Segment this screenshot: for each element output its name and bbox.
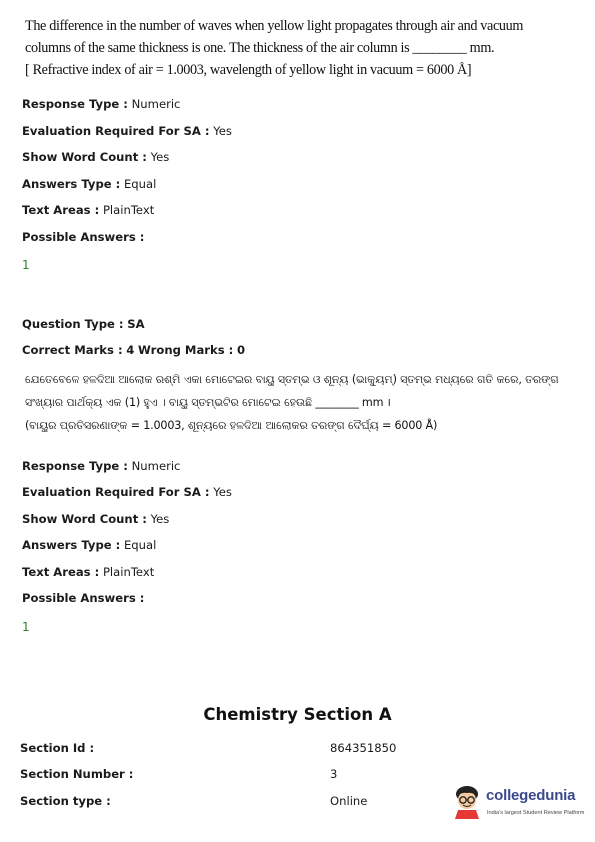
label: Response Type : [22,459,128,473]
question-line: [ Refractive index of air = 1.0003, wavelength of yellow light in vacuum = 6000 Å] [25,62,472,78]
question-line: (ବାୟୁର ପ୍ରତିସରଣାଙ୍କ = 1.0003, ଶୂନ୍ୟରେ ହଳଦିଆ ଆଲୋକର ତରଙ୍ଗ ଦୈର୍ଘ୍ୟ = 6000 Å) [25,419,438,432]
label: Answers Type : [22,177,121,191]
section-id-label: Section Id : [20,741,95,755]
q1-answer: 1 [22,258,30,272]
value: SA [127,317,145,331]
q2-marks [22,343,245,357]
q1-text-areas [22,203,154,217]
q2-response-type [22,459,180,473]
label: Evaluation Required For SA : [22,485,210,499]
label: Show Word Count : [22,150,147,164]
question-line: The difference in the number of waves when yellow light propagates through air and vacuum [25,18,524,34]
q2-show-word-count [22,512,169,526]
question-line: ଯେତେବେଳେ ହଳଦିଆ ଆଲୋକ ରଶ୍ମି ଏକା ମୋଟେଇର ବାୟୁ ସ୍ତମ୍ଭ ଓ ଶୂନ୍ୟ (ଭାକ୍ୟୁମ୍) ସ୍ତମ୍ଭ ମଧ୍ୟରେ ଗତି କରେ, ତରଙ୍ଗ [25,373,559,386]
question-2-text [25,368,559,437]
value: Yes [150,150,170,164]
section-type-value: Online [330,794,368,808]
value: Yes [213,124,232,138]
value: Equal [123,177,157,191]
label: Text Areas : [22,203,100,217]
q2-text-areas [22,565,154,579]
q1-possible-answers-label [22,230,144,244]
section-number-value: 3 [330,767,338,781]
q2-answer: 1 [22,620,30,634]
collegedunia-logo [452,783,585,823]
section-type-label: Section type : [20,794,111,808]
q2-evaluation-required [22,485,232,499]
q1-answers-type [22,177,156,191]
value: 0 [236,343,246,357]
value: 4 [126,343,135,357]
q1-response-type [22,97,180,111]
value: PlainText [102,203,155,217]
q2-possible-answers-label [22,591,144,605]
value: PlainText [102,565,155,579]
value: Yes [213,485,232,499]
q2-answers-type [22,538,156,552]
section-title: Chemistry Section A [203,705,392,724]
q1-evaluation-required [22,124,232,138]
section-number-label: Section Number : [20,767,134,781]
label: Question Type : [22,317,124,331]
label: Correct Marks : [22,343,123,357]
section-id-value: 864351850 [330,741,397,755]
question-line: columns of the same thickness is one. The thickness of the air column is ________ mm. [25,40,495,56]
label: Possible Answers : [22,230,145,244]
label: Text Areas : [22,565,100,579]
q1-show-word-count [22,150,169,164]
value: Numeric [131,459,181,473]
question-1-text [25,15,523,81]
student-mascot-icon [452,783,484,819]
label: Wrong Marks : [138,343,234,357]
label: Response Type : [22,97,128,111]
value: Numeric [131,97,181,111]
value: Equal [123,538,157,552]
value: Yes [150,512,170,526]
q2-question-type [22,317,145,331]
logo-tagline: India's largest Student Review Platform [487,810,585,816]
question-line: ସଂଖ୍ୟାର ପାର୍ଥକ୍ୟ ଏକ (1) ହୁଏ । ବାୟୁ ସ୍ତମ୍ଭଟିର ମୋଟେଇ ହେଉଛି ________ mm । [25,396,391,409]
label: Answers Type : [22,538,121,552]
logo-wordmark: collegedunia [486,787,576,804]
label: Evaluation Required For SA : [22,124,210,138]
label: Possible Answers : [22,591,145,605]
label: Show Word Count : [22,512,147,526]
